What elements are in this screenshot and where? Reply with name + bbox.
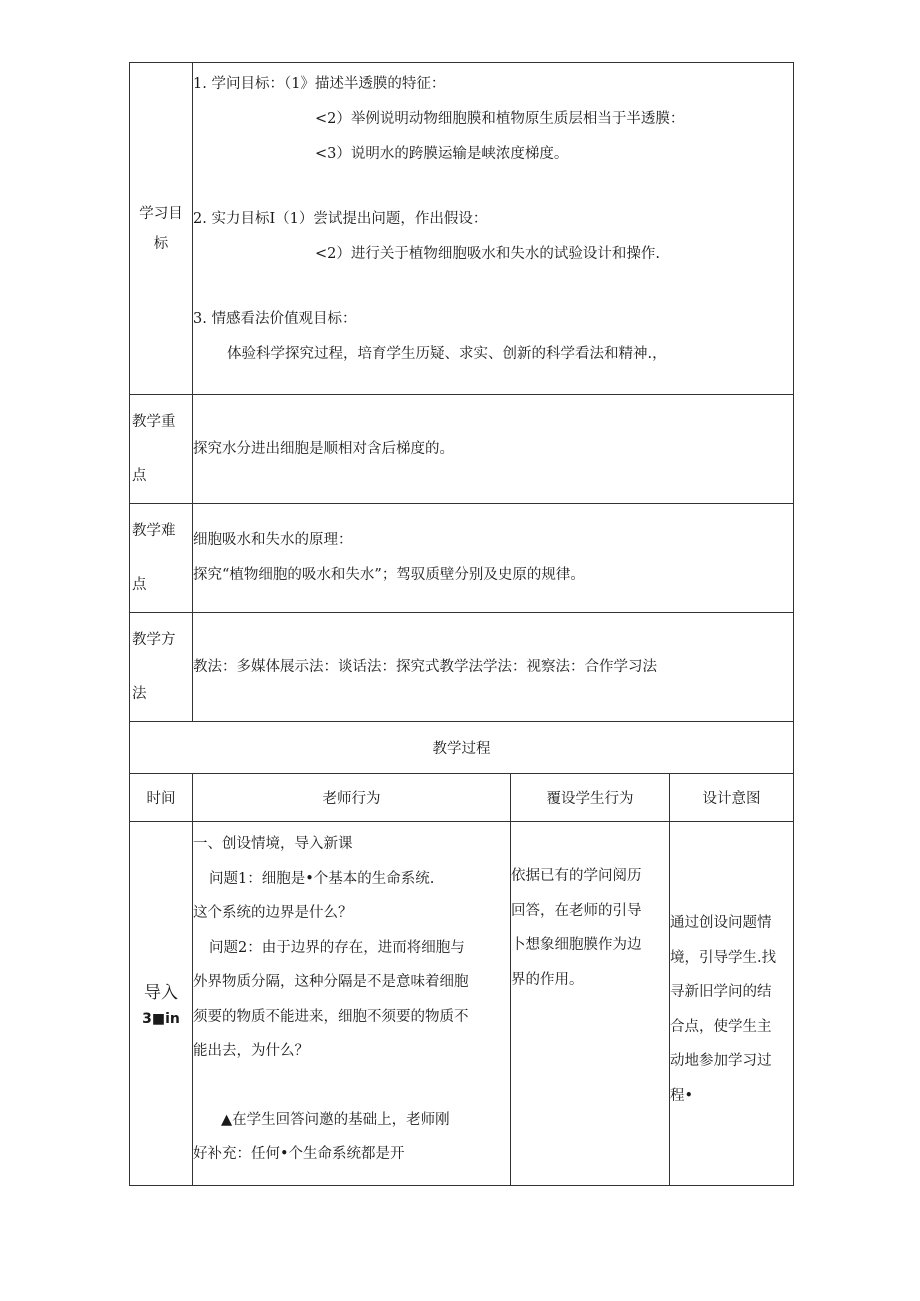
header-student: 覆设学生行为	[511, 774, 670, 822]
goals-label-cell	[130, 63, 193, 395]
student-line: 卜想象细胞膜作为边	[511, 937, 642, 953]
key-points-row	[130, 395, 794, 504]
teacher-line: 一、创设情境，导入新课	[193, 836, 353, 852]
knowledge-goal-line-3: <3）说明水的跨膜运输是峡浓度梯度。	[315, 146, 569, 162]
intent-line: 通过创设问题情	[670, 915, 772, 931]
teacher-line: ▲在学生回答问邀的基础上，老师刚	[221, 1111, 450, 1128]
ability-goal-line-2: <2）进行关于植物细胞吸水和失水的试验设计和操作.	[315, 246, 660, 262]
intro-time-value: 3■in	[142, 1010, 180, 1027]
key-points-label-cell	[130, 395, 193, 504]
teacher-line: 好补充：任何•个生命系统都是开	[193, 1146, 405, 1162]
knowledge-goal-line-2: <2）举例说明动物细胞膜和植物原生质层相当于半透膜：	[315, 111, 685, 127]
lesson-plan-table	[129, 62, 794, 1186]
process-header-row	[130, 774, 794, 822]
goals-row	[130, 63, 794, 395]
intent-line: 境，引导学生.找	[670, 949, 777, 966]
teacher-line: 须要的物质不能进来，细胞不须要的物质不	[193, 1008, 469, 1025]
student-line: 回答，在老师的引导	[511, 902, 642, 919]
header-intent: 设计意图	[670, 774, 794, 822]
methods-label-cell	[130, 613, 193, 722]
attitude-goal-text: 体验科学探究过程，培育学生历疑、求实、创新的科学看法和精神.，	[227, 346, 667, 362]
intro-intent-cell	[670, 822, 794, 1186]
goals-label: 学习目标	[139, 205, 183, 252]
methods-label: 教学方法	[132, 632, 176, 702]
header-teacher: 老师行为	[193, 774, 511, 822]
ability-goal-line-1: 2. 实力目标I（1）尝试提出问题，作出假设：	[193, 211, 488, 227]
intro-time-label: 导入	[144, 982, 178, 1003]
difficulties-label-cell	[130, 504, 193, 613]
student-line: 界的作用。	[511, 971, 584, 988]
attitude-goal-heading: 3. 情感看法价值观目标：	[193, 311, 357, 327]
intent-line: 动地参加学习过	[670, 1053, 772, 1069]
teacher-line: 能出去，为什么？	[193, 1043, 309, 1059]
process-title-row	[130, 722, 794, 774]
goals-content	[193, 63, 794, 395]
header-time: 时间	[130, 774, 193, 822]
key-points-content	[193, 395, 794, 504]
intent-line: 合点，使学生主	[670, 1018, 772, 1035]
student-line: 依据已有的学问阅历	[511, 868, 642, 884]
intro-time-cell	[130, 822, 193, 1186]
intent-line: 程•	[670, 1087, 694, 1104]
methods-content	[193, 613, 794, 722]
difficulties-line-1: 细胞吸水和失水的原理：	[193, 532, 353, 548]
teacher-line: 这个系统的边界是什么？	[193, 905, 353, 921]
intro-teacher-cell	[193, 822, 511, 1186]
key-points-label: 教学重点	[132, 414, 176, 484]
key-points-text: 探究水分进出细胞是顺相对含后梯度的。	[193, 440, 454, 457]
teacher-line: 外界物质分隔，这种分隔是不是意味着细胞	[193, 974, 469, 990]
methods-text: 教法：多媒体展示法：谈话法：探究式教学法学法：视察法：合作学习法	[193, 658, 657, 675]
teacher-line: 问题2：由于边界的存在，进而将细胞与	[209, 939, 465, 956]
process-row-intro	[130, 822, 794, 1186]
knowledge-goal-line-1: 1. 学问目标：（1》描述半透膜的特征：	[193, 76, 446, 92]
methods-row	[130, 613, 794, 722]
process-title: 教学过程	[130, 722, 794, 774]
intro-student-cell	[511, 822, 670, 1186]
difficulties-content	[193, 504, 794, 613]
difficulties-row	[130, 504, 794, 613]
teacher-line: 问题1：细胞是•个基本的生命系统.	[209, 870, 435, 887]
difficulties-label: 教学难点	[132, 523, 176, 593]
difficulties-line-2: 探究“植物细胞的吸水和失水”；驾驭质壁分别及史原的规律。	[193, 567, 585, 583]
intent-line: 寻新旧学问的结	[670, 984, 772, 1000]
